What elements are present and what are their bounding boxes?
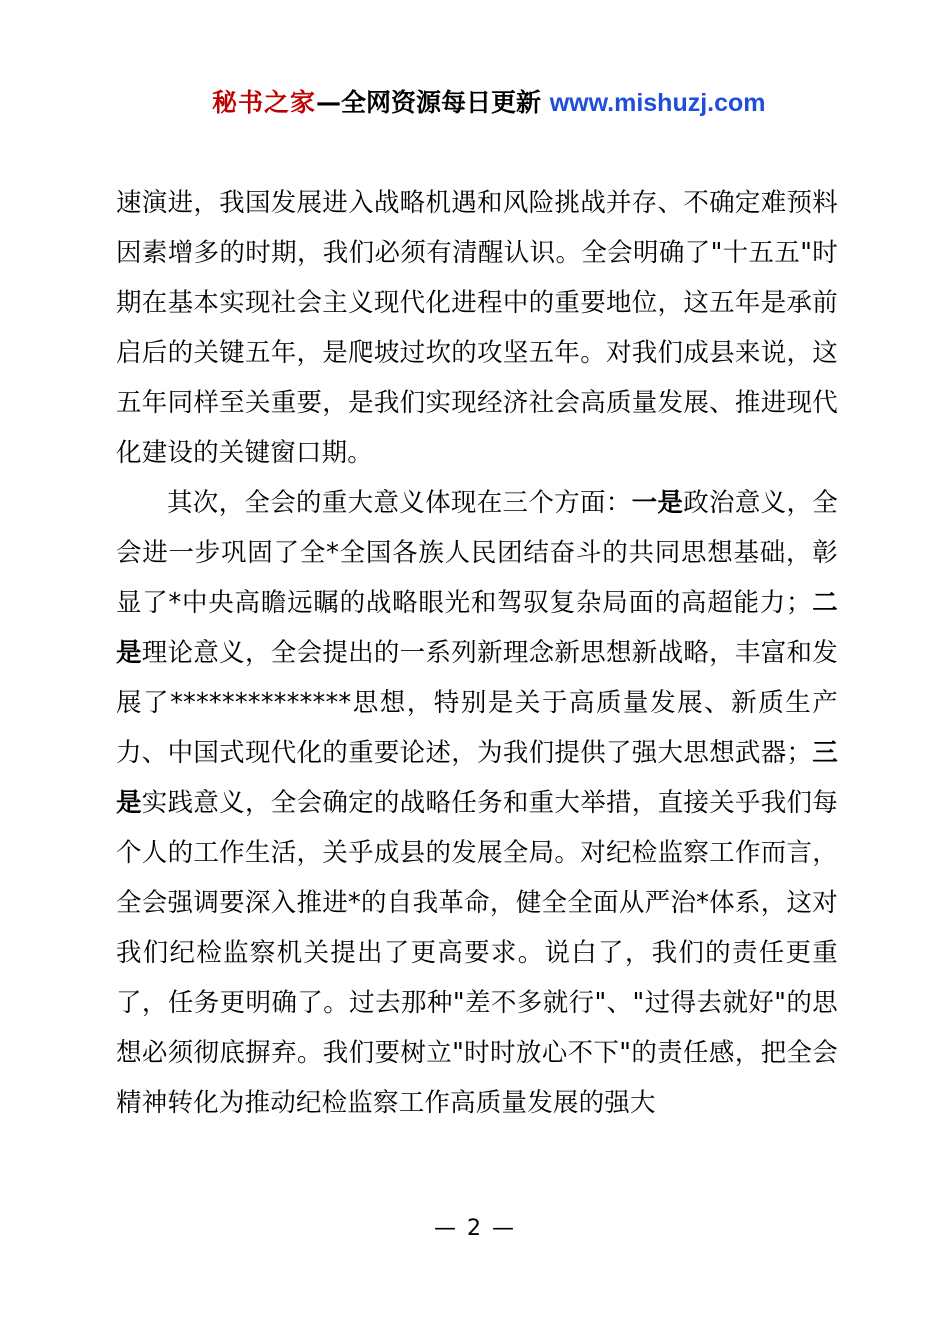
document-body bbox=[116, 178, 838, 1128]
point-3-text: 实践意义，全会确定的战略任务和重大举措，直接关乎我们每个人的工作生活，关乎成县的发展全局。对纪检监察工作而言，全会强调要深入推进*的自我革命，健全全面从严治*体系，这对我们纪检监察机关提出了更高要求。说白了，我们的责任更重了，任务更明确了。过去那种"差不多就行"、"过得去就好"的思想必须彻底摒弃。我们要树立"时时放心不下"的责任感，把全会精神转化为推动纪检监察工作高质量发展的强大 bbox=[116, 788, 839, 1118]
paragraph-2-lead: 其次，全会的重大意义体现在三个方面： bbox=[167, 488, 632, 518]
point-1-label: 一是 bbox=[631, 488, 684, 518]
point-3-label: 三是 bbox=[116, 738, 839, 818]
site-watermark-header bbox=[212, 88, 766, 118]
point-2-label: 二是 bbox=[116, 588, 838, 668]
point-2-text: 理论意义，全会提出的一系列新理念新思想新战略，丰富和发展了**************思想，特别是关于高质量发展、新质生产力、中国式现代化的重要论述，为我们提供了强大思想武器； bbox=[116, 638, 839, 768]
page-number: — 2 — bbox=[434, 1216, 516, 1241]
point-1-text: 政治意义，全会进一步巩固了全*全国各族人民团结奋斗的共同思想基础，彰显了*中央高瞻远瞩的战略眼光和驾驭复杂局面的高超能力； bbox=[116, 488, 838, 618]
paragraph-1: 速演进，我国发展进入战略机遇和风险挑战并存、不确定难预料因素增多的时期，我们必须有清醒认识。全会明确了"十五五"时期在基本实现社会主义现代化进程中的重要地位，这五年是承前启后的关键五年，是爬坡过坎的攻坚五年。对我们成县来说，这五年同样至关重要，是我们实现经济社会高质量发展、推进现代化建设的关键窗口期。 bbox=[116, 188, 838, 468]
site-tagline: —全网资源每日更新 bbox=[316, 88, 550, 117]
site-url[interactable]: www.mishuzj.com bbox=[549, 89, 766, 117]
paragraph-2 bbox=[116, 478, 838, 1128]
site-brand-name: 秘书之家 bbox=[212, 88, 317, 117]
